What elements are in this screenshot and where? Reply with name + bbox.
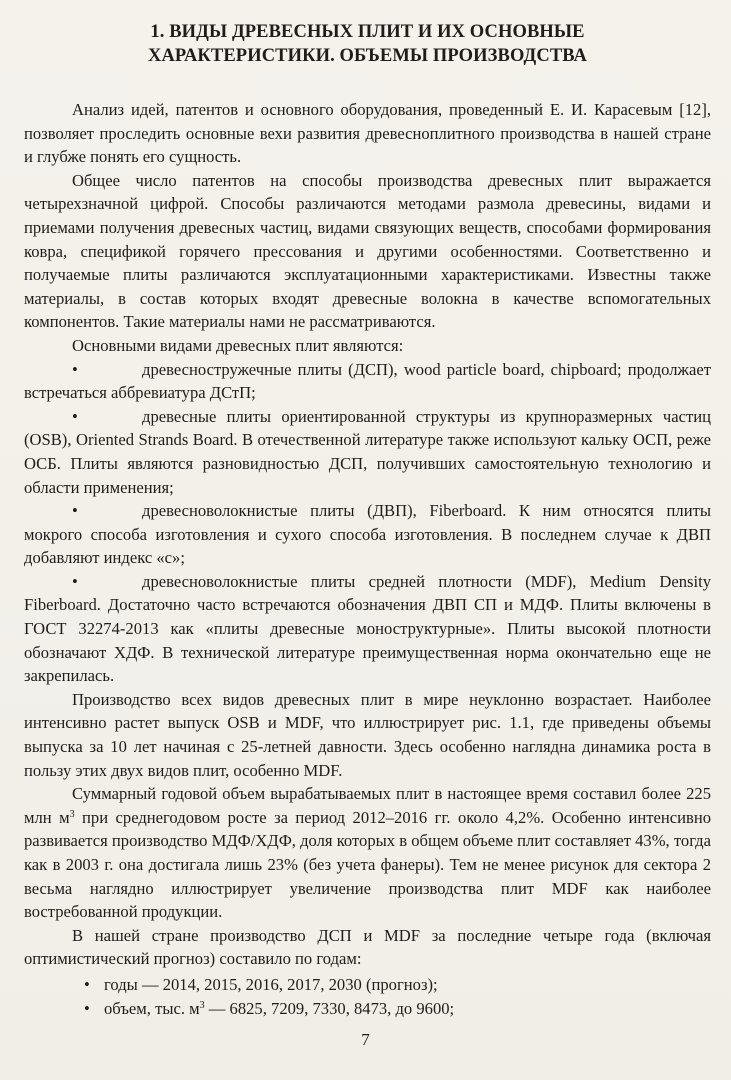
list-item-years: • годы — 2014, 2015, 2016, 2017, 2030 (прогноз);: [104, 973, 711, 997]
chapter-title-line-1: 1. ВИДЫ ДРЕВЕСНЫХ ПЛИТ И ИХ ОСНОВНЫЕ: [150, 22, 585, 42]
paragraph-5-part-a: Суммарный годовой объем вырабатываемых плит в настоящее время составил более 225 млн м: [24, 784, 711, 827]
paragraph-4: Производство всех видов древесных плит в мире неуклонно возрастает. Наиболее интенсивно растет выпуск OSB и MDF, что иллюстрирует рис. 1.1, где приведены объемы выпуска за 10 лет начиная с 25-летней давности. Здесь особенно наглядна динамика роста в пользу этих двух видов плит, особенно MDF.: [24, 689, 711, 780]
superscript-3: 3: [69, 808, 75, 820]
body-text: [24, 98, 711, 1020]
page-number: 7: [361, 1030, 370, 1049]
bullet-text: древесностружечные плиты (ДСП), wood particle board, chipboard; продолжает встречаться аббревиатура ДСтП;: [24, 359, 711, 403]
bullet-item-1: [24, 358, 711, 405]
bullet-marker: [72, 570, 142, 594]
paragraph-5-part-b: при среднегодовом росте за период 2012–2016 гг. около 4,2%. Особенно интенсивно развивается производство МДФ/ХДФ, доля которых в общем объеме плит составляет 43%, тогда как в 2003 г. она достигала лишь 23% (без учета фанеры). Тем не менее рисунок для сектора 2 весьма наглядно иллюстрирует увеличение производства плит MDF как наиболее востребованной продукции.: [24, 807, 712, 922]
superscript-3: 3: [199, 999, 205, 1011]
bullet-text: древесноволокнистые плиты (ДВП), Fiberboard. К ним относятся плиты мокрого способа изготовления и сухого способа изготовления. В последнем случае к ДВП добавляют индекс «с»;: [24, 501, 711, 568]
paragraph-2: Общее число патентов на способы производства древесных плит выражается четырехзначной цифрой. Способы различаются методами размола древесины, видами и приемами получения древесных частиц, видами связующих веществ, способами формирования ковра, спецификой горячего прессования и другими особенностями. Соответственно и получаемые плиты различаются эксплуатационными характеристиками. Известны также материалы, в состав которых входят древесные волокна в качестве вспомогательных компонентов. Такие материалы нами не рассматриваются.: [24, 170, 711, 332]
paragraph-1: Анализ идей, патентов и основного оборудования, проведенный Е. И. Карасевым [12], позволяет проследить основные вехи развития древесноплитного производства в нашей стране и глубже понять его сущность.: [24, 100, 711, 167]
list-item-volume: [104, 997, 711, 1021]
list-item-volume-label: объем, тыс. м: [104, 998, 200, 1018]
bullet-text: древесноволокнистые плиты средней плотности (MDF), Medium Density Fiberboard. Достаточно часто встречаются обозначения ДВП СП и МДФ. Плиты включены в ГОСТ 32274-2013 как «плиты древесные моноструктурные». Плиты высокой плотности обозначают ХДФ. В технической литературе преимущественная норма окончательно еще не закрепилась.: [24, 571, 711, 686]
list-item-volume-values: — 6825, 7209, 7330, 8473, до 9600;: [204, 998, 455, 1018]
chapter-title: [24, 20, 711, 68]
bullet-item-2: [24, 405, 711, 499]
bullet-marker: [72, 358, 142, 382]
bullet-item-4: [24, 570, 711, 688]
bullet-marker: [72, 405, 142, 429]
chapter-title-line-2: ХАРАКТЕРИСТИКИ. ОБЪЕМЫ ПРОИЗВОДСТВА: [148, 46, 587, 66]
bullet-item-3: [24, 499, 711, 570]
bullet-marker: [72, 499, 142, 523]
paragraph-3: Основными видами древесных плит являются:: [72, 335, 404, 355]
data-list: [24, 973, 711, 1020]
bullet-text: древесные плиты ориентированной структуры из крупноразмерных частиц (OSB), Oriented Strands Board. В отечественной литературе также используют кальку ОСП, реже ОСБ. Плиты являются разновидностью ДСП, получивших самостоятельную технологию и области применения;: [24, 406, 711, 497]
paragraph-5: [24, 782, 711, 924]
paragraph-6: В нашей стране производство ДСП и MDF за последние четыре года (включая оптимистический прогноз) составило по годам:: [24, 925, 711, 969]
